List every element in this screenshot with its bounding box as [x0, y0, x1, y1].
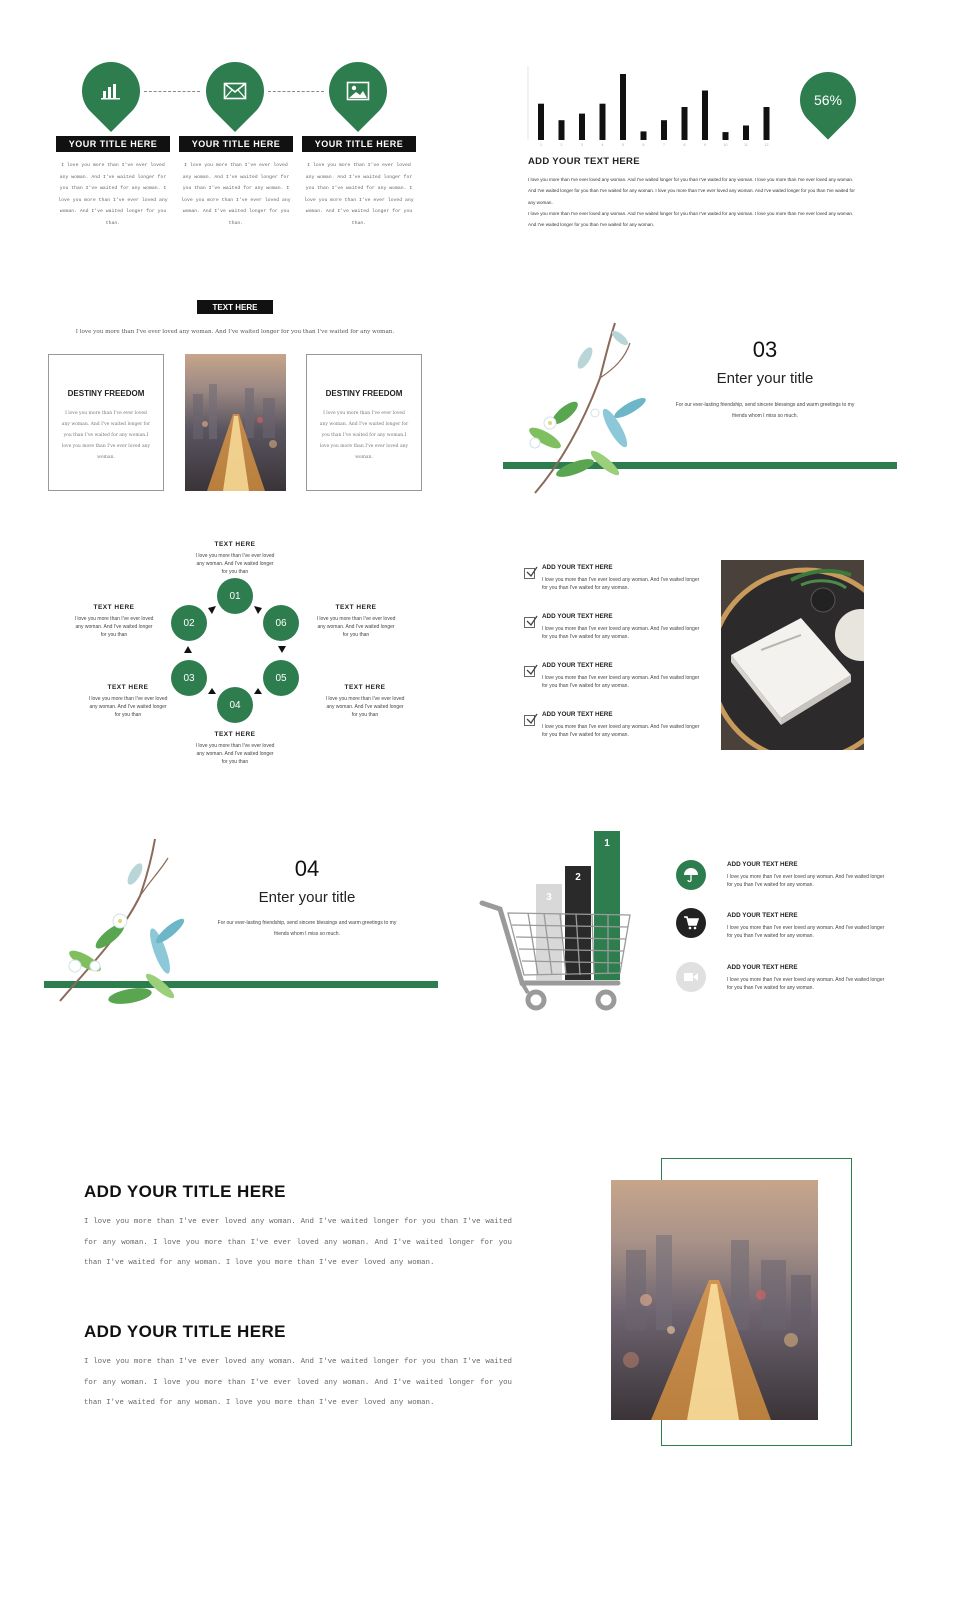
percent-value: 56% — [813, 92, 843, 108]
chart-bar — [559, 120, 565, 140]
item-title: ADD YOUR TEXT HERE — [727, 964, 798, 971]
chart-tick-label: 2 — [560, 143, 563, 147]
item-body: I love you more than I've ever loved any woman. And I've waited longer for you than I've waited for any woman. — [727, 925, 885, 939]
chart-tick-label: 11 — [744, 143, 748, 147]
shopping-cart-icon — [478, 895, 638, 1015]
column-title: YOUR TITLE HERE — [302, 136, 416, 152]
item-body: I love you more than I've ever loved any woman. And I've waited longer for you than I've waited for any woman. — [542, 626, 700, 640]
chart-bar — [600, 104, 606, 140]
chart-bar — [682, 107, 688, 140]
section-body: I love you more than I've ever loved any woman. And I've waited longer for you than I've waited for any woman. I love you more than I've ever loved any woman. And I've waited longer for you than I've waited for any woman. I love you more than I've ever loved any woman. — [84, 1358, 512, 1407]
step-label: TEXT HERE — [214, 731, 256, 738]
chart-bar — [538, 104, 544, 140]
section-title: ADD YOUR TITLE HERE — [84, 1322, 286, 1341]
card-title: DESTINY FREEDOM — [67, 389, 145, 398]
step-circle: 04 — [217, 687, 253, 723]
section-body: For our ever-lasting friendship, send sincere blessings and warm greetings to my friends whom I miss so much. — [675, 402, 855, 419]
step-label: TEXT HERE — [344, 684, 386, 691]
paragraph: I love you more than I've ever loved any woman. And I've waited longer for you than I've waited for any woman. I love you more than I've ever loved any woman. And I've waited longer for you than I've waited for any woman. — [528, 211, 854, 228]
column-title: YOUR TITLE HERE — [56, 136, 170, 152]
step-body: I love you more than I've ever loved any woman. And I've waited longer for you than — [195, 553, 275, 575]
item-body: I love you more than I've ever loved any woman. And I've waited longer for you than I've waited for any woman. — [542, 724, 700, 738]
chart-tick-label: 9 — [704, 143, 706, 147]
rank-number: 3 — [546, 892, 552, 903]
connector-line — [144, 91, 200, 92]
step-body: I love you more than I've ever loved any woman. And I've waited longer for you than — [195, 743, 275, 765]
column-title: YOUR TITLE HERE — [179, 136, 293, 152]
chart-bar — [641, 131, 647, 140]
chart-bar — [620, 74, 626, 140]
step-circle: 03 — [171, 660, 207, 696]
chart-tick-label: 6 — [642, 143, 645, 147]
section-number: 04 — [294, 856, 320, 881]
item-title: ADD YOUR TEXT HERE — [542, 613, 613, 620]
step-circle: 06 — [263, 605, 299, 641]
cycle-arrows — [160, 570, 310, 730]
chart-bar — [723, 132, 729, 140]
bar-chart-icon — [82, 62, 140, 120]
item-title: ADD YOUR TEXT HERE — [727, 912, 798, 919]
column-body: I love you more than I've ever loved any woman. And I've waited longer for you than I've waited for any woman. I love you more than I've ever loved any woman. And I've waited longer for you than. — [304, 163, 414, 226]
botanical-illustration — [505, 318, 655, 498]
step-circle: 05 — [263, 660, 299, 696]
step-label: TEXT HERE — [214, 541, 256, 548]
step-body: I love you more than I've ever loved any woman. And I've waited longer for you than — [88, 696, 168, 718]
item-body: I love you more than I've ever loved any woman. And I've waited longer for you than I've waited for any woman. — [727, 874, 885, 888]
item-body: I love you more than I've ever loved any woman. And I've waited longer for you than I've waited for any woman. — [542, 675, 700, 689]
section-number: 03 — [752, 337, 778, 362]
item-title: ADD YOUR TEXT HERE — [727, 861, 798, 868]
step-body: I love you more than I've ever loved any woman. And I've waited longer for you than — [316, 616, 396, 638]
chart-tick-label: 7 — [663, 143, 665, 147]
checkbox-icon — [524, 617, 535, 628]
step-body: I love you more than I've ever loved any woman. And I've waited longer for you than — [325, 696, 405, 718]
section-title: Enter your title — [258, 889, 356, 906]
info-card — [48, 354, 164, 491]
chart-tick-label: 1 — [540, 143, 542, 147]
chart-bar — [661, 120, 667, 140]
card-title: DESTINY FREEDOM — [325, 389, 403, 398]
book-photo — [721, 560, 864, 750]
botanical-illustration — [50, 836, 200, 1021]
city-photo — [185, 354, 286, 491]
checkbox-icon — [524, 715, 535, 726]
item-title: ADD YOUR TEXT HERE — [542, 711, 613, 718]
checkbox-icon — [524, 568, 535, 579]
section-body: For our ever-lasting friendship, send sincere blessings and warm greetings to my friends whom I miss so much. — [217, 920, 397, 937]
envelope-icon — [206, 62, 264, 120]
rank-number: 1 — [604, 838, 610, 849]
item-title: ADD YOUR TEXT HERE — [542, 662, 613, 669]
column-body: I love you more than I've ever loved any woman. And I've waited longer for you than I've waited for any woman. I love you more than I've ever loved any woman. And I've waited longer for you than. — [181, 163, 291, 226]
column-body: I love you more than I've ever loved any woman. And I've waited longer for you than I've waited for any woman. I love you more than I've ever loved any woman. And I've waited longer for you than. — [58, 163, 168, 226]
section-heading: ADD YOUR TEXT HERE — [528, 156, 640, 167]
rank-number: 2 — [575, 872, 581, 883]
chart-tick-label: 4 — [601, 143, 604, 147]
chart-tick-label: 8 — [683, 143, 686, 147]
subtitle: I love you more than I've ever loved any woman. And I've waited longer for you than I've waited for any woman. — [75, 329, 395, 335]
chart-tick-label: 3 — [581, 143, 583, 147]
tag-label: TEXT HERE — [197, 300, 273, 314]
chart-tick-label: 10 — [723, 143, 728, 147]
item-body: I love you more than I've ever loved any woman. And I've waited longer for you than I've waited for any woman. — [542, 577, 700, 591]
step-label: TEXT HERE — [107, 684, 149, 691]
section-body: I love you more than I've ever loved any woman. And I've waited longer for you than I've waited for any woman. I love you more than I've ever loved any woman. And I've waited longer for you than I've waited for any woman. I love you more than I've ever loved any woman. — [84, 1218, 512, 1267]
city-photo — [611, 1180, 818, 1420]
chart-bar — [764, 107, 770, 140]
cart-icon — [676, 908, 706, 938]
section-title: ADD YOUR TITLE HERE — [84, 1182, 286, 1201]
bar-chart — [524, 64, 784, 150]
card-body: I love you more than I've ever loved any woman. And I've waited longer for you than I've waited for any woman.I love you more than I've ever loved any woman. — [61, 411, 151, 460]
item-title: ADD YOUR TEXT HERE — [542, 564, 613, 571]
chart-bar — [579, 114, 585, 140]
chart-tick-label: 12 — [764, 143, 769, 147]
paragraph: I love you more than I've ever loved any woman. And I've waited longer for you than I've waited for any woman. I love you more than I've ever loved any woman. And I've waited longer for you than I've waited for any woman. I love you more than I've ever loved any woman. And I've waited longer for you than I've waited for any woman. — [528, 177, 855, 205]
checkbox-icon — [524, 666, 535, 677]
step-label: TEXT HERE — [335, 604, 377, 611]
card-body: I love you more than I've ever loved any woman. And I've waited longer for you than I've waited for any woman.I love you more than I've ever loved any woman. — [319, 411, 409, 460]
image-icon — [329, 62, 387, 120]
chart-bar — [702, 91, 708, 141]
section-title: Enter your title — [716, 370, 814, 387]
video-icon — [676, 962, 706, 992]
step-circle: 01 — [217, 578, 253, 614]
connector-line — [268, 91, 324, 92]
step-label: TEXT HERE — [93, 604, 135, 611]
chart-tick-label: 5 — [622, 143, 624, 147]
item-body: I love you more than I've ever loved any woman. And I've waited longer for you than I've waited for any woman. — [727, 977, 885, 991]
chart-bar — [743, 125, 749, 140]
info-card — [306, 354, 422, 491]
step-circle: 02 — [171, 605, 207, 641]
step-body: I love you more than I've ever loved any woman. And I've waited longer for you than — [74, 616, 154, 638]
umbrella-icon — [676, 860, 706, 890]
